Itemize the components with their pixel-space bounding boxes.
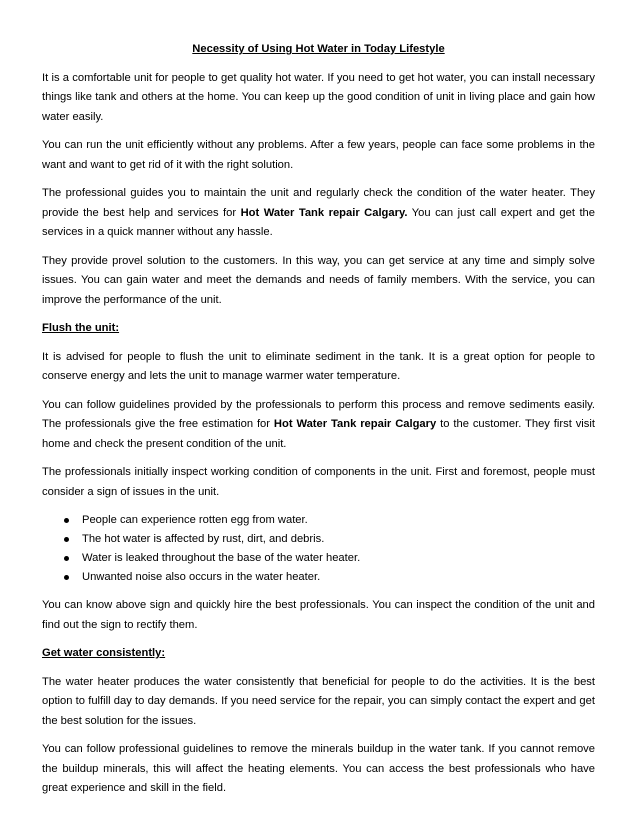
paragraph-text: You can just call expert and get the services in a quick manner without any hassle. <box>42 206 595 238</box>
paragraph-know-signs: You can know above sign and quickly hire the best professionals. You can inspect the condition of the unit and find out the sign to rectify them. <box>42 599 595 631</box>
section-heading-flush <box>42 319 595 339</box>
list-item-text: Water is leaked throughout the base of the water heater. <box>82 552 361 564</box>
bullet-icon <box>64 575 69 580</box>
paragraph-consistent-water: The water heater produces the water consistently that beneficial for people to do the activities. It is the best option to fulfill day to day demands. If you need service for the repair, you can simply contact the expert and get the best solution for the issues. <box>42 675 595 727</box>
paragraph-run-unit: You can run the unit efficiently without any problems. After a few years, people can face some problems in the want and want to get rid of it with the right solution. <box>42 139 595 171</box>
keyword-link-text: Hot Water Tank repair Calgary <box>273 418 437 430</box>
document-title: Necessity of Using Hot Water in Today Lifestyle <box>192 43 445 55</box>
list-item-text: People can experience rotten egg from water. <box>82 514 308 526</box>
list-item <box>42 549 595 568</box>
paragraph-text: You can follow guidelines provided by the professionals to perform this process and remove sediments easily. The professionals give the free estimation for <box>42 398 595 430</box>
bullet-icon <box>64 537 69 542</box>
heading-text: Get water consistently: <box>42 647 166 659</box>
bullet-icon <box>64 556 69 561</box>
list-item <box>42 530 595 549</box>
keyword-link-text: Hot Water Tank repair Calgary. <box>240 206 408 219</box>
paragraph-professional-guides <box>42 184 595 243</box>
section-heading-consistent <box>42 644 595 664</box>
list-item-text: The hot water is affected by rust, dirt, and debris. <box>82 533 325 545</box>
list-item <box>42 568 595 587</box>
heading-text: Flush the unit: <box>42 322 120 334</box>
paragraph-minerals: You can follow professional guidelines to remove the minerals buildup in the water tank. If you cannot remove the buildup minerals, this will affect the heating elements. You can access the best professionals who have great experience and skill in the field. <box>42 743 595 794</box>
paragraph-flush-advice: It is advised for people to flush the unit to eliminate sediment in the tank. It is a great option for people to conserve energy and lets the unit to manage warmer water temperature. <box>42 350 595 382</box>
paragraph-intro: It is a comfortable unit for people to get quality hot water. If you need to get hot water, you can install necessary things like tank and others at the home. You can keep up the good condition of unit in living place and gain how water easily. <box>42 71 595 123</box>
paragraph-inspect: The professionals initially inspect working condition of components in the unit. First and foremost, people must consider a sign of issues in the unit. <box>42 466 595 498</box>
paragraph-text: The professional guides you to maintain the unit and regularly check the condition of the water heater. They provide the best help and services for <box>42 187 595 219</box>
paragraph-text: to the customer. They first visit home and check the present condition of the unit. <box>42 418 595 450</box>
list-item-text: Unwanted noise also occurs in the water heater. <box>82 571 321 583</box>
list-item <box>42 511 595 530</box>
bullet-icon <box>64 518 69 523</box>
paragraph-provel-solution: They provide provel solution to the customers. In this way, you can get service at any time and simply solve issues. You can gain water and meet the demands and needs of family members. With the service, you can improve the performance of the unit. <box>42 254 595 306</box>
issue-signs-list <box>42 511 595 587</box>
document-page <box>42 40 595 808</box>
paragraph-guidelines <box>42 396 595 455</box>
